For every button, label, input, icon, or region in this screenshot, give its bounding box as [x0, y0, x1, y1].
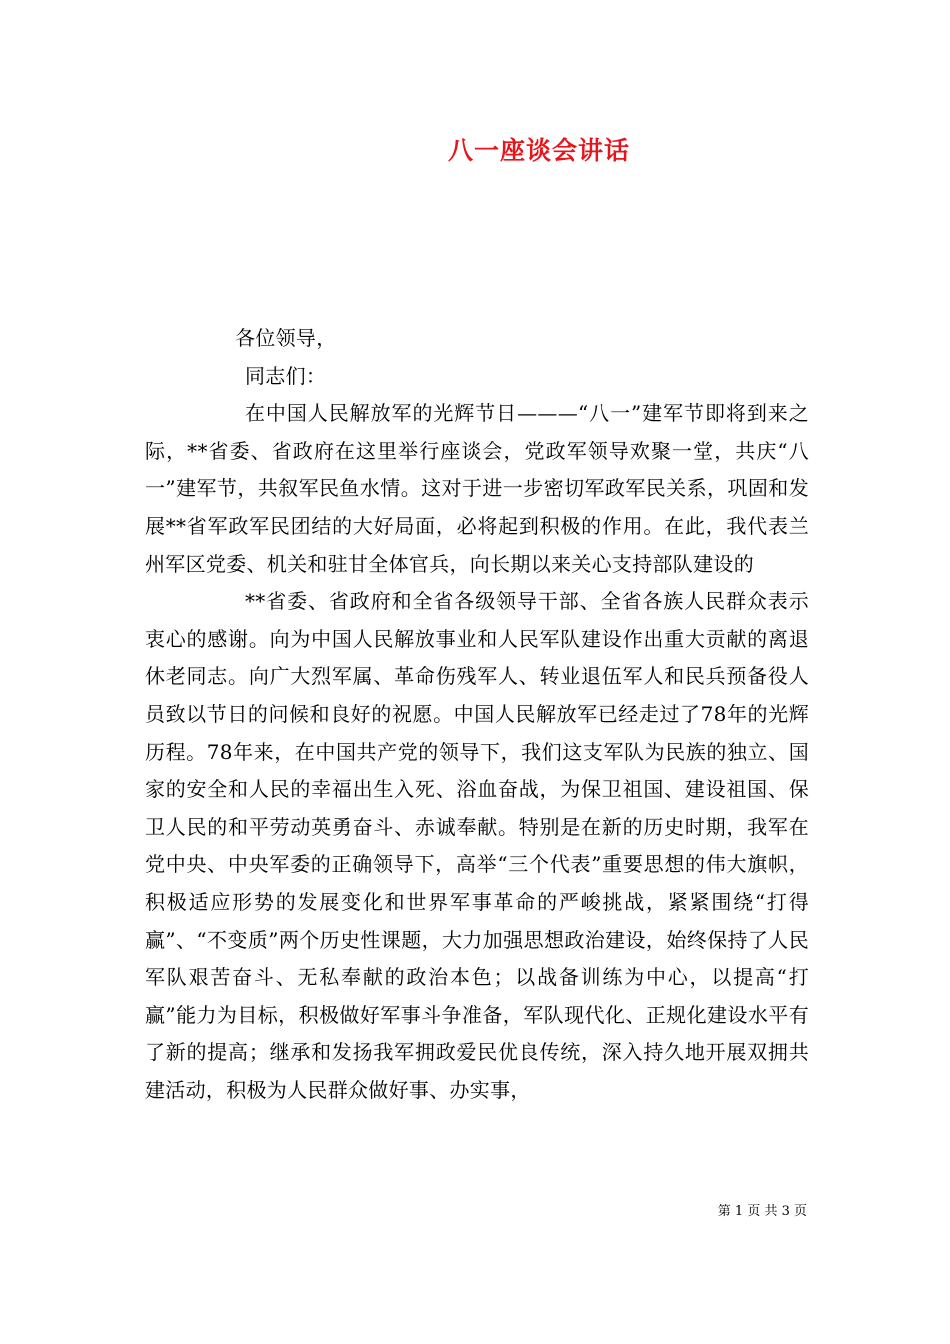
- greeting-leaders: 各位领导，: [235, 326, 337, 350]
- document-body: [145, 320, 809, 1109]
- greeting-comrades: 同志们：: [245, 363, 327, 388]
- document-title: 八一座谈会讲话: [447, 136, 630, 165]
- paragraph-1: 在中国人民解放军的光辉节日———“八一”建军节即将到来之际，**省委、省政府在这里举行座谈会，党政军领导欢聚一堂，共庆“八一”建军节，共叙军民鱼水情。这对于进一步密切军政军民关系，巩固和发展**省军政军民团结的大好局面，必将起到积极的作用。在此，我代表兰州军区党委、机关和驻甘全体官兵，向长期以来关心支持部队建设的: [145, 401, 809, 576]
- paragraph-2: **省委、省政府和全省各级领导干部、全省各族人民群众表示衷心的感谢。向为中国人民解放事业和人民军队建设作出重大贡献的离退休老同志。向广大烈军属、革命伤残军人、转业退伍军人和民兵预备役人员致以节日的问候和良好的祝愿。中国人民解放军已经走过了78年的光辉历程。78年来，在中国共产党的领导下，我们这支军队为民族的独立、国家的安全和人民的幸福出生入死、浴血奋战，为保卫祖国、建设祖国、保卫人民的和平劳动英勇奋斗、赤诚奉献。特别是在新的历史时期，我军在党中央、中央军委的正确领导下，高举“三个代表”重要思想的伟大旗帜，积极适应形势的发展变化和世界军事革命的严峻挑战，紧紧围绕“打得赢”、“不变质”两个历史性课题，大力加强思想政治建设，始终保持了人民军队艰苦奋斗、无私奉献的政治本色；以战备训练为中心，以提高“打赢”能力为目标，积极做好军事斗争准备，军队现代化、正规化建设水平有了新的提高；继承和发扬我军拥政爱民优良传统，深入持久地开展双拥共建活动，积极为人民群众做好事、办实事，: [145, 589, 809, 1102]
- page-number: 第 1 页 共 3 页: [717, 1204, 807, 1219]
